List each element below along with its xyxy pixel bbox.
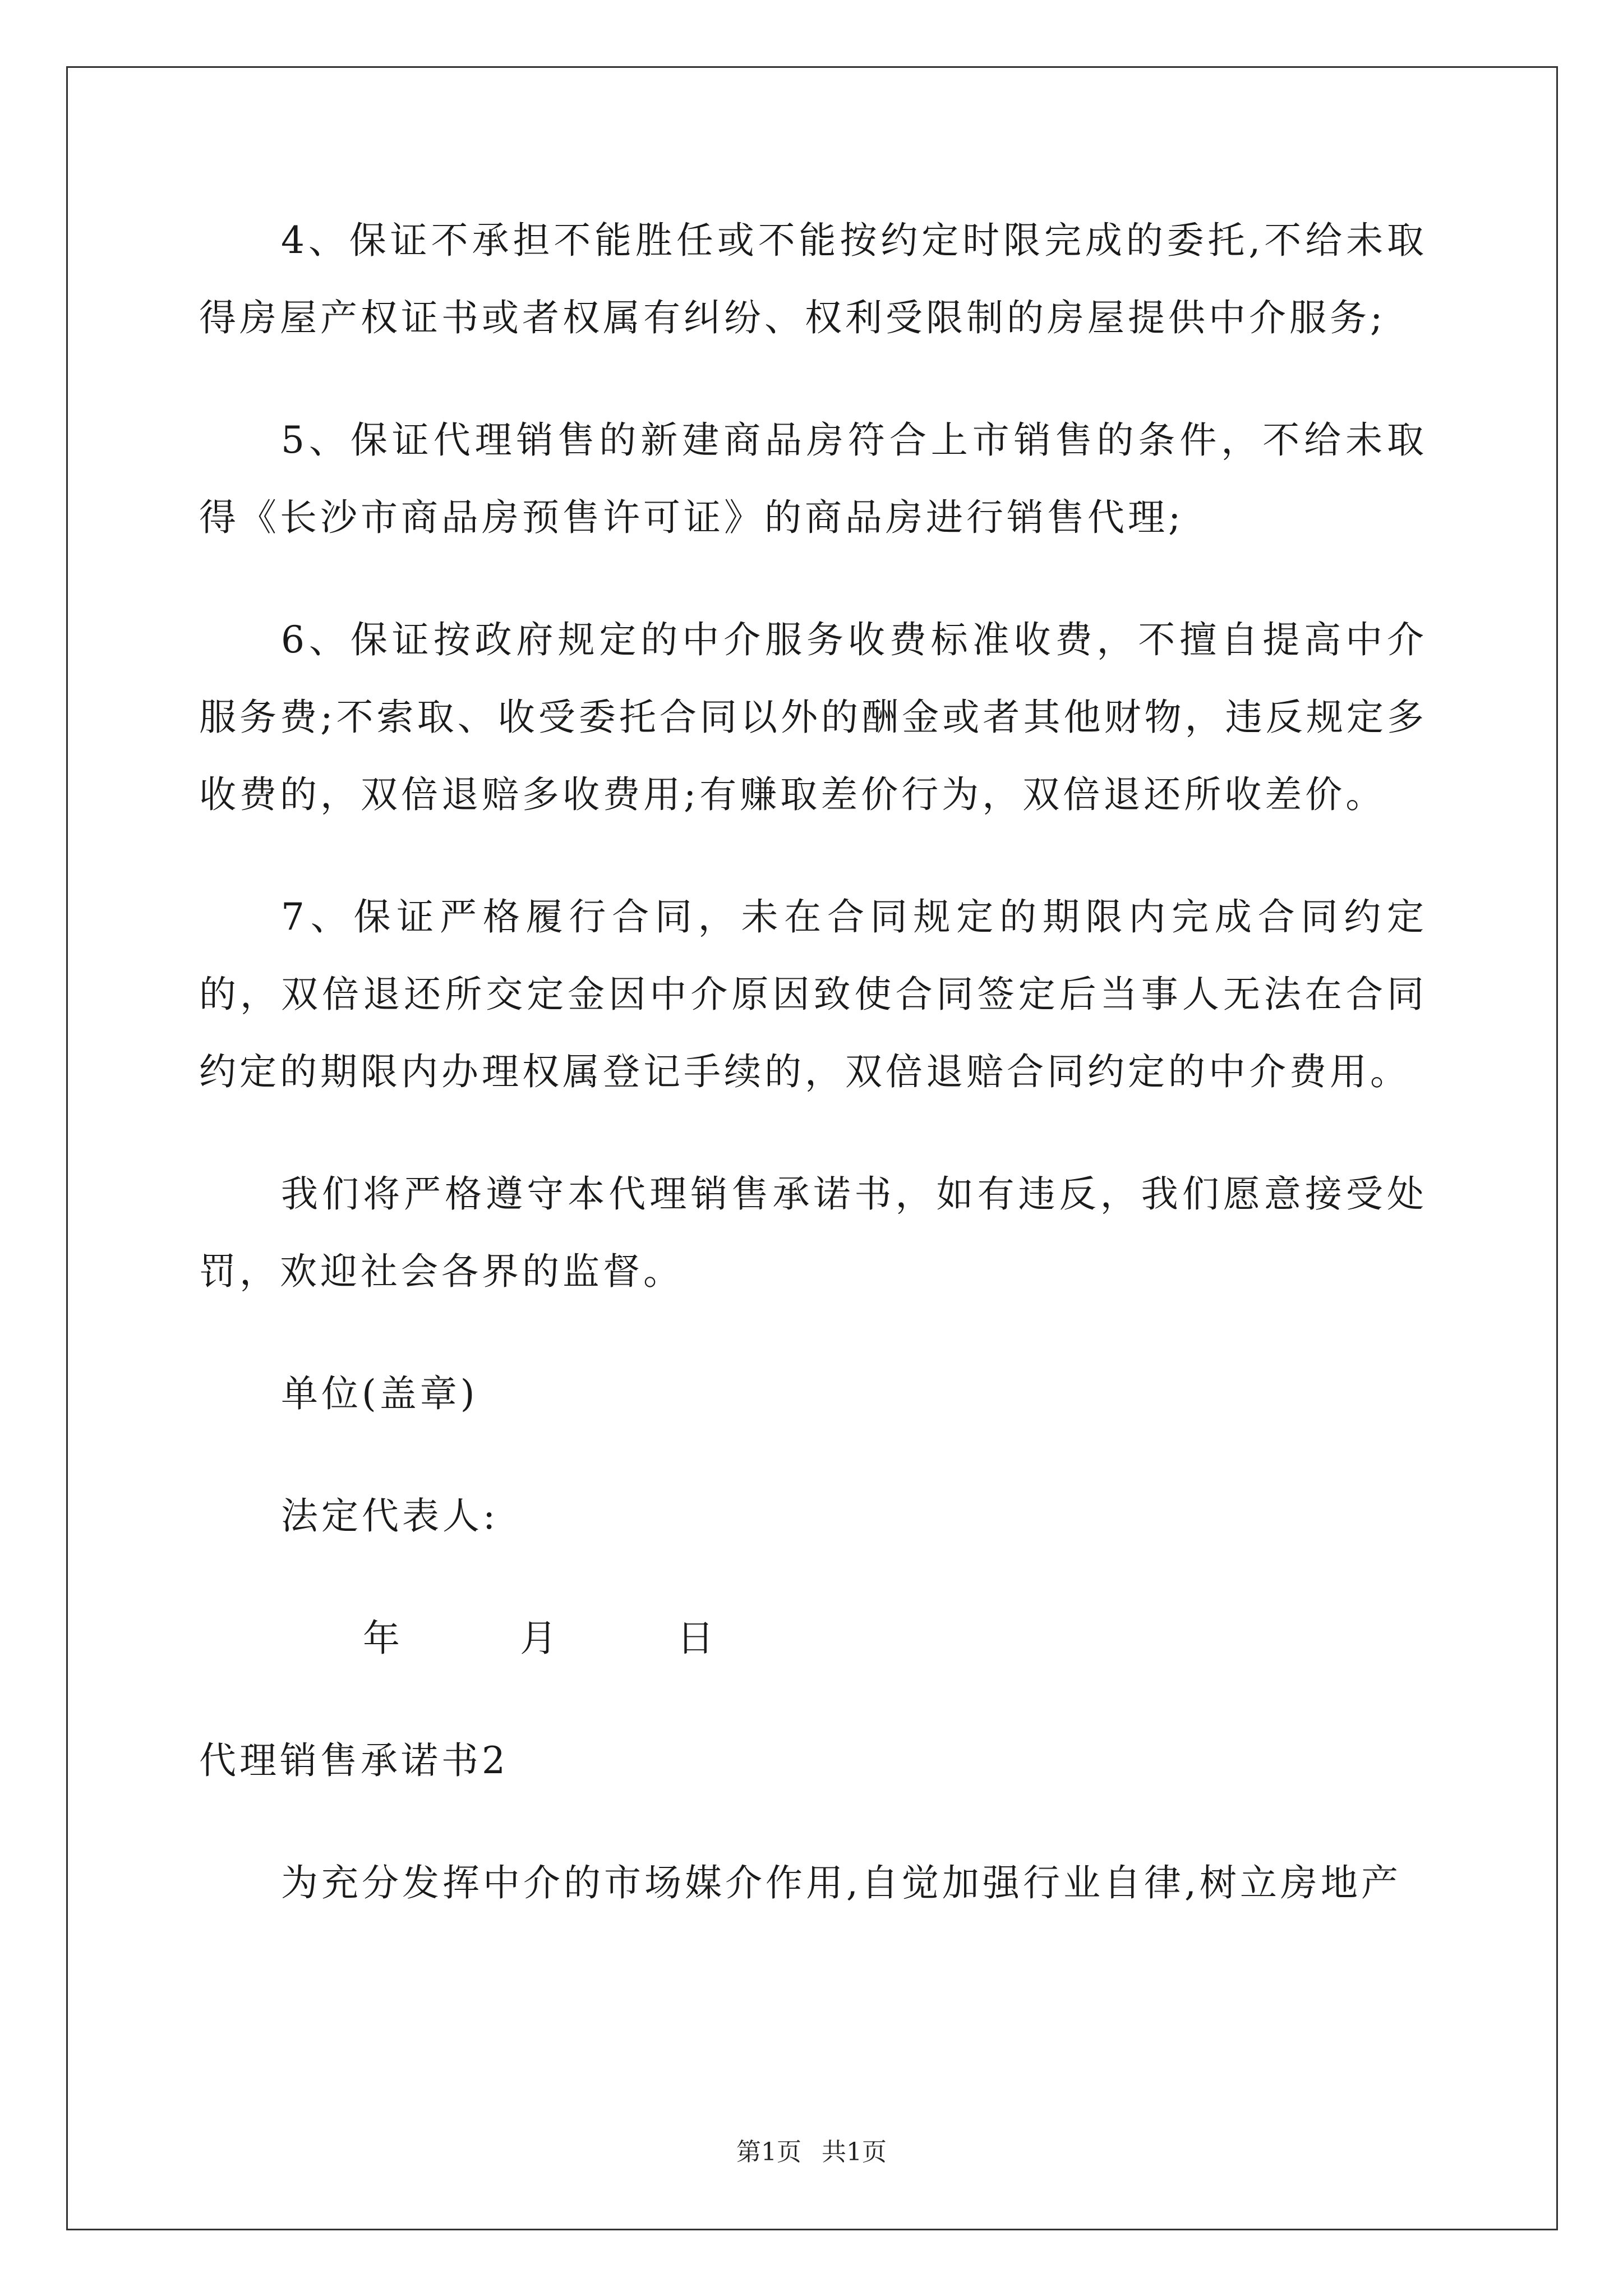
paragraph-item-6: 6、保证按政府规定的中介服务收费标准收费，不擅自提高中介服务费;不索取、收受委托合同以外的酬金或者其他财物，违反规定多收费的，双倍退赔多收费用;有赚取差价行为，双倍退还所收差价。 xyxy=(199,618,1427,816)
page-current: 第1页 xyxy=(736,2138,801,2166)
paragraph-item-7: 7、保证严格履行合同，未在合同规定的期限内完成合同约定的，双倍退还所交定金因中介原因致使合同签定后当事人无法在合同约定的期限内办理权属登记手续的，双倍退赔合同约定的中介费用。 xyxy=(199,895,1427,1093)
paragraph-intro: 为充分发挥中介的市场媒介作用,自觉加强行业自律,树立房地产 xyxy=(281,1861,1401,1904)
unit-seal-line: 单位(盖章) xyxy=(281,1372,478,1415)
section-heading: 代理销售承诺书2 xyxy=(199,1739,509,1782)
legal-representative-line: 法定代表人: xyxy=(281,1494,499,1538)
document-body xyxy=(199,202,1427,1967)
paragraph-item-5: 5、保证代理销售的新建商品房符合上市销售的条件，不给未取得《长沙市商品房预售许可证》的商品房进行销售代理; xyxy=(199,418,1427,539)
page-total: 共1页 xyxy=(822,2138,887,2166)
paragraph-pledge: 我们将严格遵守本代理销售承诺书，如有违反，我们愿意接受处罚，欢迎社会各界的监督。 xyxy=(199,1172,1427,1293)
date-day: 日 xyxy=(677,1617,717,1660)
date-month: 月 xyxy=(520,1617,560,1660)
paragraph-item-4: 4、保证不承担不能胜任或不能按约定时限完成的委托,不给未取得房屋产权证书或者权属有纠纷、权利受限制的房屋提供中介服务; xyxy=(199,219,1427,339)
page-footer xyxy=(0,2138,1623,2166)
date-line xyxy=(199,1600,1427,1677)
date-year: 年 xyxy=(363,1617,403,1660)
